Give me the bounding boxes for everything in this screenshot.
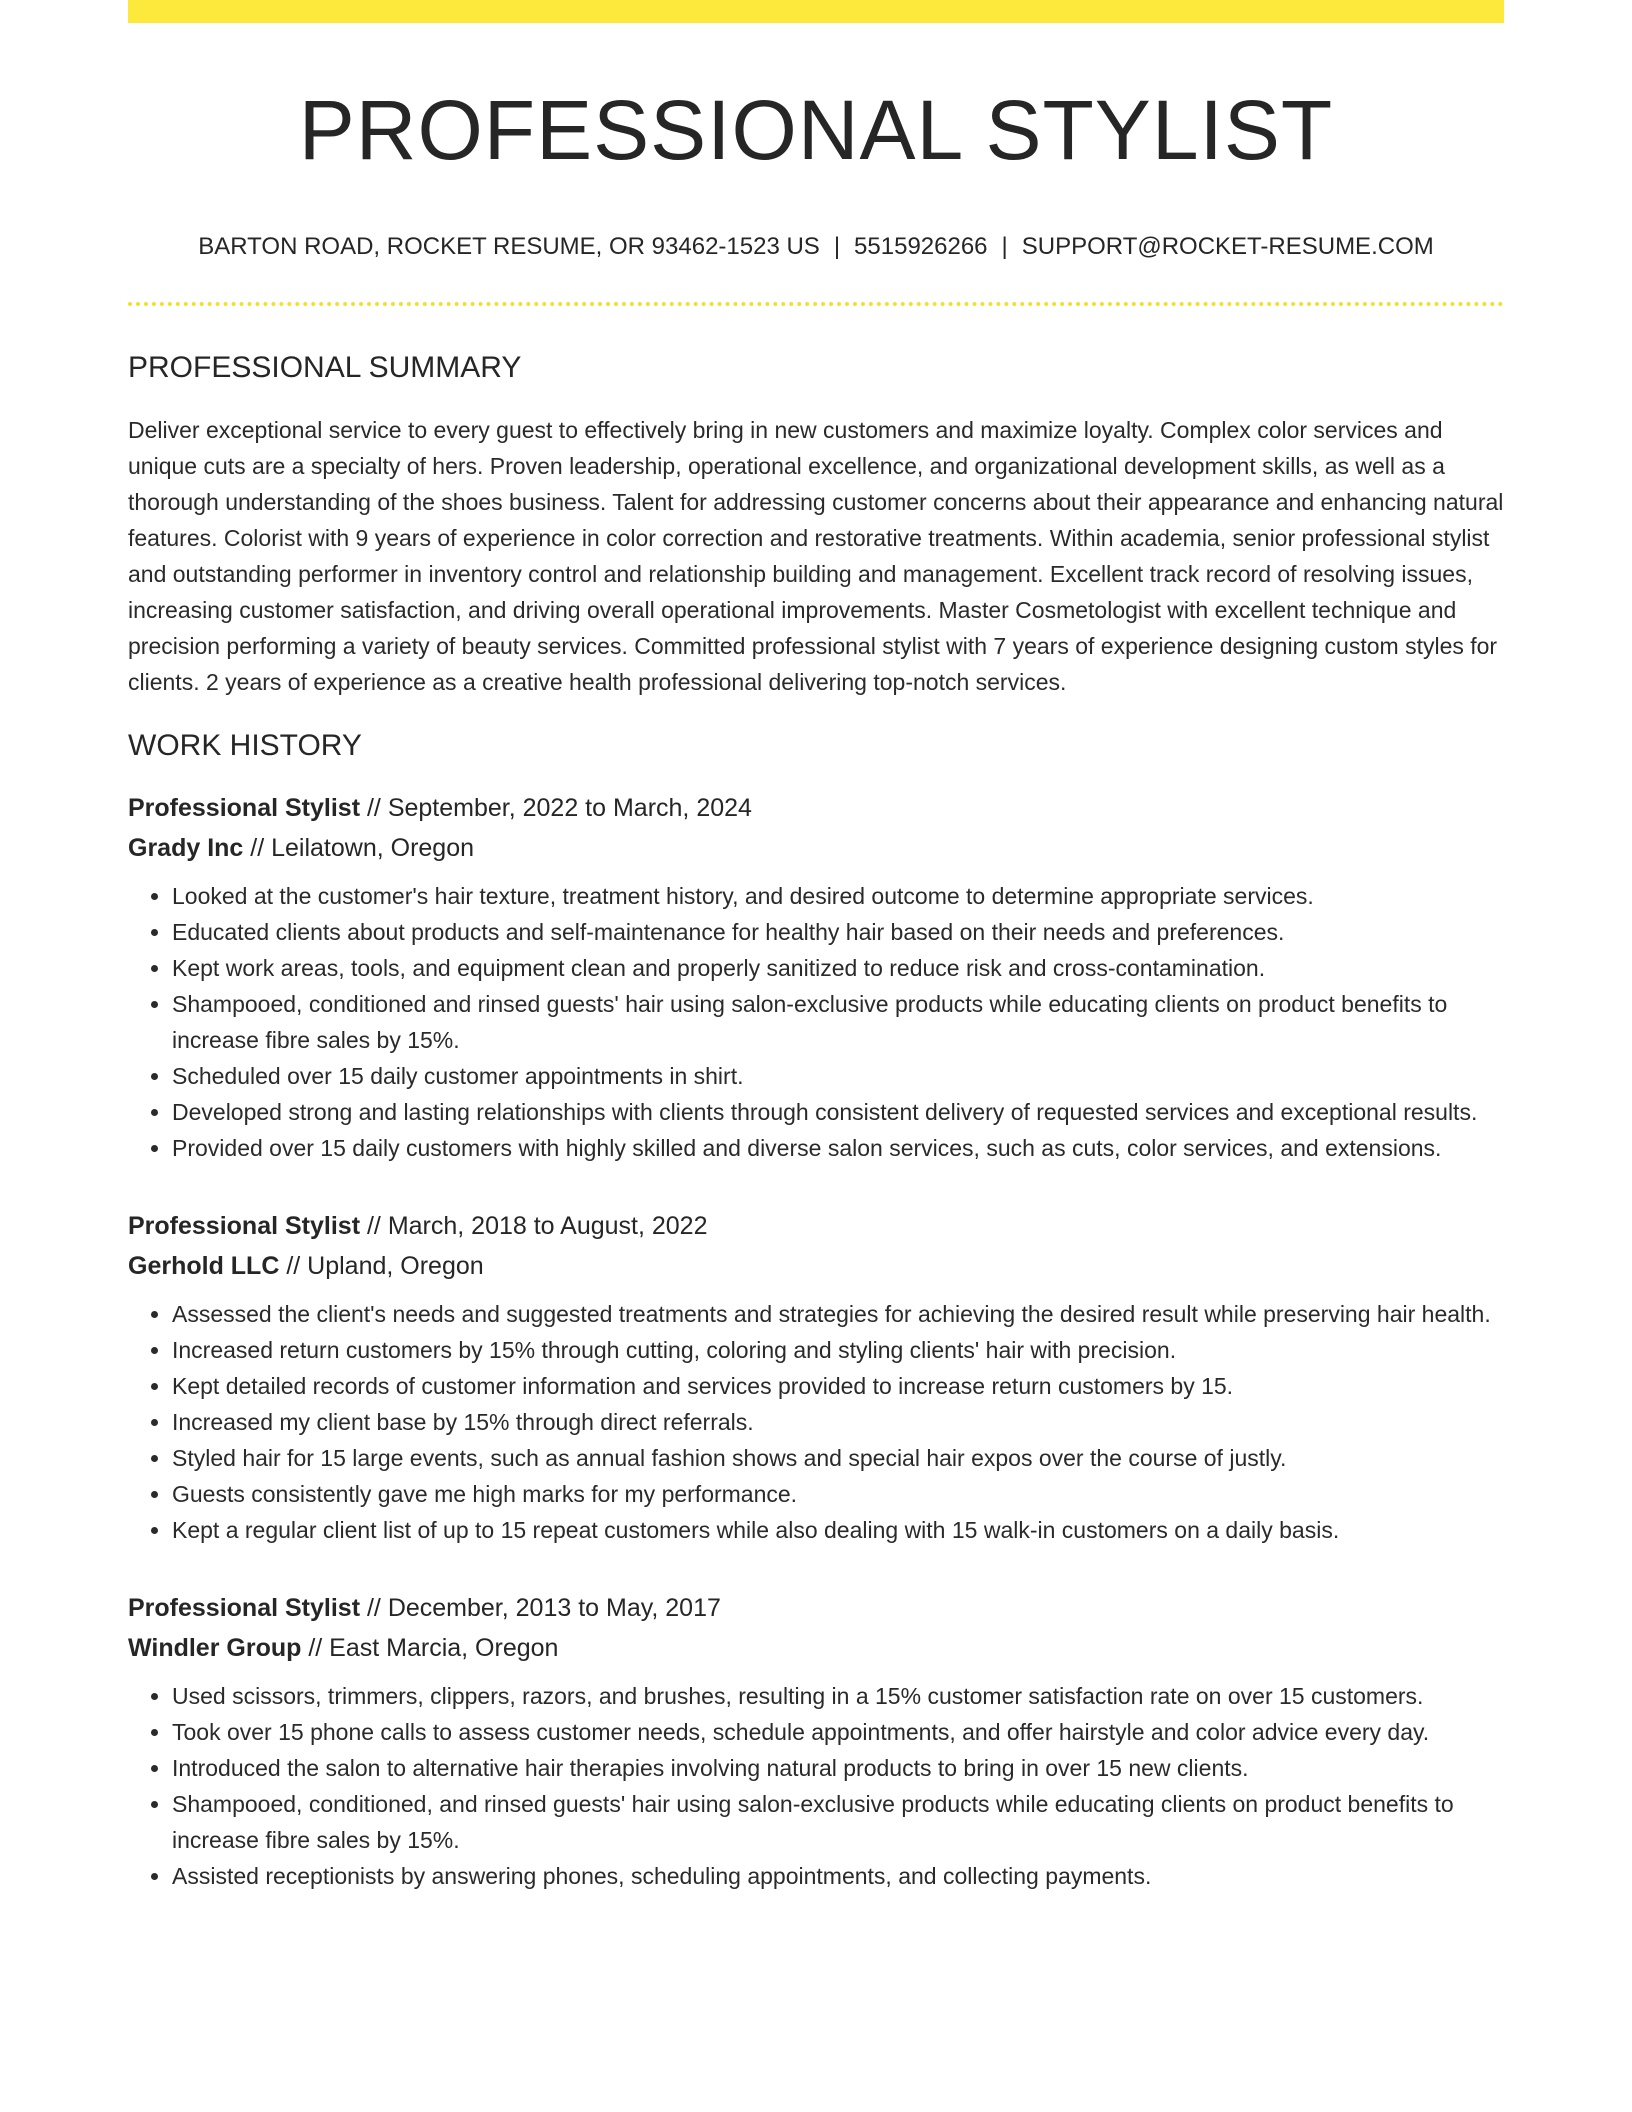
job-bullets — [128, 1296, 1504, 1548]
job-bullet: • Developed strong and lasting relationships with clients through consistent delivery of requested services and exceptional results. — [172, 1094, 1504, 1130]
job-company: Windler Group — [128, 1634, 302, 1662]
job-role: Professional Stylist — [128, 1212, 361, 1240]
summary-text: Deliver exceptional service to every guest to effectively bring in new customers and maximize loyalty. Complex color services and unique cuts are a specialty of hers. Proven leadership, operational excellence, and organizational development skills, as well as a thorough understanding of the shoes business. Talent for addressing customer concerns about their appearance and enhancing natural features. Colorist with 9 years of experience in color correction and restorative treatments. Within academia, senior professional stylist and outstanding performer in inventory control and relationship building and management. Excellent track record of resolving issues, increasing customer satisfaction, and driving overall operational improvements. Master Cosmetologist with excellent technique and precision performing a variety of beauty services. Committed professional stylist with 7 years of experience designing custom styles for clients. 2 years of experience as a creative health professional delivering top-notch services. — [128, 417, 1504, 695]
job-location: // Upland, Oregon — [279, 1252, 484, 1280]
job-bullet: • Shampooed, conditioned, and rinsed guests' hair using salon-exclusive products while educating clients on product benefits to increase fibre sales by 15%. — [172, 1786, 1504, 1858]
job-bullet: • Took over 15 phone calls to assess customer needs, schedule appointments, and offer hairstyle and color advice every day. — [172, 1714, 1504, 1750]
job-company-line — [128, 1628, 1504, 1668]
job-bullet: • Styled hair for 15 large events, such as annual fashion shows and special hair expos over the course of justly. — [172, 1440, 1504, 1476]
job-company: Grady Inc — [128, 834, 244, 862]
work-history-heading: WORK HISTORY — [128, 729, 362, 762]
job-bullet: • Assessed the client's needs and suggested treatments and strategies for achieving the desired result while preserving hair health. — [172, 1296, 1504, 1332]
resume-content — [128, 0, 1504, 1894]
job-bullet: • Increased return customers by 15% through cutting, coloring and styling clients' hair with precision. — [172, 1332, 1504, 1368]
job-dates: // March, 2018 to August, 2022 — [360, 1212, 708, 1240]
resume-name: PROFESSIONAL STYLIST — [298, 83, 1334, 177]
job-bullet: • Shampooed, conditioned and rinsed guests' hair using salon-exclusive products while educating clients on product benefits to increase fibre sales by 15%. — [172, 986, 1504, 1058]
job-company-line — [128, 828, 1504, 868]
job-bullet: • Increased my client base by 15% through direct referrals. — [172, 1404, 1504, 1440]
contact-separator: | — [1001, 233, 1008, 260]
job-bullet: • Guests consistently gave me high marks for my performance. — [172, 1476, 1504, 1512]
contact-address: BARTON ROAD, ROCKET RESUME, OR 93462-1523 US — [198, 233, 820, 260]
contact-separator: | — [833, 233, 841, 260]
job-bullet: • Kept a regular client list of up to 15 repeat customers while also dealing with 15 walk-in customers on a daily basis. — [172, 1512, 1504, 1548]
job-role: Professional Stylist — [128, 1594, 361, 1622]
contact-line — [128, 232, 1504, 262]
job-title-line — [128, 788, 1504, 828]
contact-phone: 5515926266 — [854, 233, 988, 260]
job-dates: // September, 2022 to March, 2024 — [360, 794, 752, 822]
job-bullet: • Used scissors, trimmers, clippers, razors, and brushes, resulting in a 15% customer satisfaction rate on over 15 customers. — [172, 1678, 1504, 1714]
job-bullets — [128, 1678, 1504, 1894]
job-bullet: • Assisted receptionists by answering phones, scheduling appointments, and collecting payments. — [172, 1858, 1504, 1894]
job-bullet: • Educated clients about products and self-maintenance for healthy hair based on their needs and preferences. — [172, 914, 1504, 950]
job-entry — [128, 788, 1504, 1166]
job-entry — [128, 1588, 1504, 1894]
job-title-line — [128, 1588, 1504, 1628]
job-dates: // December, 2013 to May, 2017 — [360, 1594, 721, 1622]
job-location: // East Marcia, Oregon — [301, 1634, 559, 1662]
contact-email: SUPPORT@ROCKET-RESUME.COM — [1021, 233, 1434, 260]
job-bullet: • Provided over 15 daily customers with highly skilled and diverse salon services, such as cuts, color services, and extensions. — [172, 1130, 1504, 1166]
header-divider — [128, 302, 1504, 306]
job-bullet: • Introduced the salon to alternative hair therapies involving natural products to bring in over 15 new clients. — [172, 1750, 1504, 1786]
work-history-list — [128, 788, 1504, 1894]
job-company: Gerhold LLC — [128, 1252, 280, 1280]
job-bullet: • Scheduled over 15 daily customer appointments in shirt. — [172, 1058, 1504, 1094]
job-bullets — [128, 878, 1504, 1166]
job-location: // Leilatown, Oregon — [243, 834, 475, 862]
summary-heading: PROFESSIONAL SUMMARY — [128, 351, 522, 384]
job-entry — [128, 1206, 1504, 1548]
job-bullet: • Kept work areas, tools, and equipment clean and properly sanitized to reduce risk and cross-contamination. — [172, 950, 1504, 986]
job-title-line — [128, 1206, 1504, 1246]
job-bullet: • Kept detailed records of customer information and services provided to increase return customers by 15. — [172, 1368, 1504, 1404]
job-bullet: • Looked at the customer's hair texture, treatment history, and desired outcome to determine appropriate services. — [172, 878, 1504, 914]
job-company-line — [128, 1246, 1504, 1286]
job-role: Professional Stylist — [128, 794, 361, 822]
